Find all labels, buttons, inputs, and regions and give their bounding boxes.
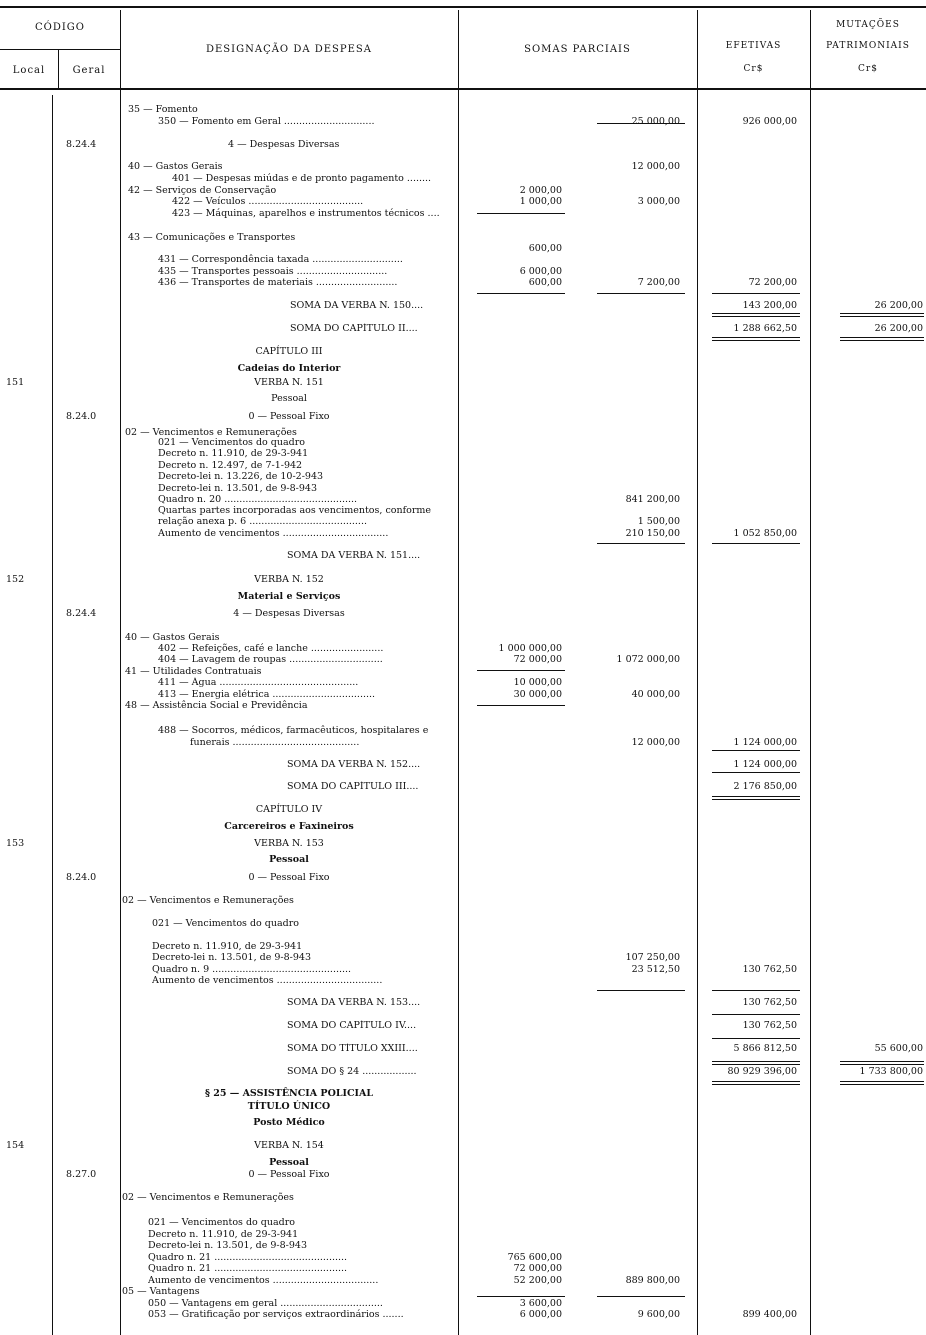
header-mutacoes-2: PATRIMONIAIS (826, 41, 910, 51)
partial-sum-a: 1 000 000,00 (498, 643, 562, 654)
double-underline (840, 1081, 924, 1085)
partial-sum-b: 1 500,00 (637, 516, 680, 527)
partial-sum-b: 107 250,00 (625, 952, 680, 963)
efetivas-value: 5 866 812,50 (733, 1043, 797, 1054)
designation-text: 40 — Gastos Gerais (125, 632, 220, 643)
efetivas-value: 899 400,00 (742, 1309, 797, 1320)
designation-text: VERBA N. 151 (254, 377, 324, 388)
designation-text: CAPÍTULO IV (255, 804, 323, 815)
header-codigo: CÓDIGO (34, 22, 85, 33)
partial-sum-b: 25 000,00 (631, 116, 680, 127)
designation-text: 422 — Veículos ...................................... (172, 196, 364, 207)
underline (597, 123, 685, 124)
header-local: Local (12, 65, 46, 76)
designation-text: Quadro n. 21 ............................................ (148, 1252, 348, 1263)
efetivas-value: 926 000,00 (742, 116, 797, 127)
partial-sum-b: 12 000,00 (631, 161, 680, 172)
top-rule (0, 6, 926, 8)
underline (477, 670, 565, 671)
designation-text: 401 — Despesas miúdas e de pronto pagamento ........ (172, 173, 432, 184)
col-sep-geral (120, 10, 121, 1335)
designation-text: 05 — Vantagens (122, 1286, 200, 1297)
designation-text: § 25 — ASSISTÊNCIA POLICIAL (204, 1088, 374, 1099)
designation-text: Decreto-lei n. 13.501, de 9-8-943 (152, 952, 311, 963)
efetivas-value: 1 124 000,00 (733, 737, 797, 748)
partial-sum-a: 30 000,00 (513, 689, 562, 700)
underline (712, 1038, 800, 1039)
double-underline (712, 1081, 800, 1085)
designation-text: SOMA DA VERBA N. 152.... (287, 759, 421, 770)
designation-text: 43 — Comunicações e Transportes (128, 232, 296, 243)
designation-text: 35 — Fomento (128, 104, 198, 115)
designation-text: 41 — Utilidades Contratuais (125, 666, 262, 677)
local-code: 151 (6, 377, 25, 388)
designation-text: SOMA DA VERBA N. 150.... (290, 300, 424, 311)
designation-text: 4 — Despesas Diversas (233, 608, 345, 619)
underline (477, 705, 565, 706)
double-underline (712, 796, 800, 800)
designation-text: Material e Serviços (237, 591, 341, 602)
partial-sum-a: 72 000,00 (513, 1263, 562, 1274)
partial-sum-b: 889 800,00 (625, 1275, 680, 1286)
designation-text: VERBA N. 154 (254, 1140, 324, 1151)
designation-text: 4 — Despesas Diversas (228, 139, 340, 150)
local-code: 154 (6, 1140, 25, 1151)
double-underline (712, 313, 800, 317)
designation-text: 404 — Lavagem de roupas ............................... (158, 654, 383, 665)
designation-text: Decreto n. 11.910, de 29-3-941 (158, 448, 309, 459)
designation-text: Cadeias do Interior (237, 363, 341, 374)
designation-text: 0 — Pessoal Fixo (248, 872, 330, 883)
partial-sum-b: 3 000,00 (637, 196, 680, 207)
designation-text: 050 — Vantagens em geral .................................. (148, 1298, 383, 1309)
partial-sum-a: 600,00 (528, 243, 562, 254)
designation-text: 0 — Pessoal Fixo (248, 1169, 330, 1180)
partial-sum-a: 6 000,00 (519, 266, 562, 277)
geral-code: 8.24.0 (66, 411, 97, 422)
partial-sum-b: 12 000,00 (631, 737, 680, 748)
underline (712, 543, 800, 544)
underline (477, 293, 565, 294)
designation-text: Decreto-lei n. 13.501, de 9-8-943 (158, 483, 317, 494)
local-code: 153 (6, 838, 25, 849)
mutacoes-value: 26 200,00 (874, 300, 923, 311)
designation-text: 021 — Vencimentos do quadro (158, 437, 305, 448)
designation-text: Pessoal (269, 854, 309, 865)
designation-text: 48 — Assistência Social e Previdência (125, 700, 308, 711)
col-sep-somas (697, 10, 698, 1335)
designation-text: Decreto-lei n. 13.501, de 9-8-943 (148, 1240, 307, 1251)
designation-text: 350 — Fomento em Geral .............................. (158, 116, 375, 127)
designation-text: 431 — Correspondência taxada .............................. (158, 254, 403, 265)
partial-sum-b: 40 000,00 (631, 689, 680, 700)
designation-text: 435 — Transportes pessoais .............................. (158, 266, 388, 277)
header-bottom-rule (0, 88, 926, 90)
designation-text: 02 — Vencimentos e Remunerações (122, 895, 294, 906)
header-mutacoes-1: MUTAÇÕES (836, 20, 900, 30)
efetivas-value: 1 124 000,00 (733, 759, 797, 770)
designation-text: SOMA DA VERBA N. 153.... (287, 997, 421, 1008)
designation-text: Carcereiros e Faxineiros (224, 821, 354, 832)
underline (597, 990, 685, 991)
designation-text: Decreto n. 12.497, de 7-1-942 (158, 460, 303, 471)
efetivas-value: 72 200,00 (748, 277, 797, 288)
designation-text: SOMA DO § 24 .................. (287, 1066, 417, 1077)
partial-sum-a: 2 000,00 (519, 185, 562, 196)
designation-text: Quartas partes incorporadas aos vencimentos, conforme (158, 505, 432, 516)
designation-text: 021 — Vencimentos do quadro (152, 918, 299, 929)
underline (597, 1296, 685, 1297)
designation-text: SOMA DO CAPÍTULO IV.... (287, 1020, 417, 1031)
designation-text: Decreto n. 11.910, de 29-3-941 (148, 1229, 299, 1240)
designation-text: SOMA DA VERBA N. 151.... (287, 550, 421, 561)
geral-code: 8.24.4 (66, 608, 97, 619)
designation-text: funerais .......................................... (190, 737, 360, 748)
partial-sum-b: 210 150,00 (625, 528, 680, 539)
local-code: 152 (6, 574, 25, 585)
double-underline (840, 1061, 924, 1065)
partial-sum-b: 841 200,00 (625, 494, 680, 505)
partial-sum-a: 10 000,00 (513, 677, 562, 688)
geral-code: 8.27.0 (66, 1169, 97, 1180)
mutacoes-value: 26 200,00 (874, 323, 923, 334)
designation-text: Quadro n. 21 ............................................ (148, 1263, 348, 1274)
designation-text: Quadro n. 9 .............................................. (152, 964, 352, 975)
designation-text: 42 — Serviços de Conservação (128, 185, 277, 196)
designation-text: 02 — Vencimentos e Remunerações (125, 427, 297, 438)
designation-text: Decreto n. 11.910, de 29-3-941 (152, 941, 303, 952)
partial-sum-a: 3 600,00 (519, 1298, 562, 1309)
header-mutacoes-unit: Cr$ (858, 64, 878, 74)
designation-text: Pessoal (269, 1157, 309, 1168)
partial-sum-a: 52 200,00 (513, 1275, 562, 1286)
efetivas-value: 2 176 850,00 (733, 781, 797, 792)
underline (477, 213, 565, 214)
partial-sum-a: 765 600,00 (507, 1252, 562, 1263)
underline (712, 293, 800, 294)
designation-text: Aumento de vencimentos ................................... (148, 1275, 379, 1286)
col-sep-designacao (458, 10, 459, 1335)
designation-text: CAPÍTULO III (255, 346, 323, 357)
partial-sum-a: 72 000,00 (513, 654, 562, 665)
efetivas-value: 130 762,50 (742, 964, 797, 975)
underline (712, 750, 800, 751)
designation-text: 021 — Vencimentos do quadro (148, 1217, 295, 1228)
double-underline (840, 313, 924, 317)
designation-text: 436 — Transportes de materiais ........................... (158, 277, 398, 288)
partial-sum-a: 600,00 (528, 277, 562, 288)
underline (477, 1296, 565, 1297)
designation-text: 053 — Gratificação por serviços extraordinários ....... (148, 1309, 404, 1320)
designation-text: Decreto-lei n. 13.226, de 10-2-943 (158, 471, 324, 482)
designation-text: 0 — Pessoal Fixo (248, 411, 330, 422)
mutacoes-value: 1 733 800,00 (859, 1066, 923, 1077)
header-somas: SOMAS PARCIAIS (524, 44, 631, 55)
partial-sum-b: 23 512,50 (631, 964, 680, 975)
partial-sum-a: 6 000,00 (519, 1309, 562, 1320)
col-sep-local-body (52, 95, 53, 1335)
designation-text: SOMA DO CAPÍTULO II.... (290, 323, 418, 334)
header-designacao: DESIGNAÇÃO DA DESPESA (205, 44, 372, 55)
mutacoes-value: 55 600,00 (874, 1043, 923, 1054)
header-geral: Geral (72, 65, 106, 76)
designation-text: 40 — Gastos Gerais (128, 161, 223, 172)
underline (597, 543, 685, 544)
col-sep-efetivas (810, 10, 811, 1335)
header-efetivas-unit: Cr$ (743, 64, 764, 74)
header-efetivas: EFETIVAS (725, 41, 782, 51)
efetivas-value: 80 929 396,00 (727, 1066, 797, 1077)
designation-text: 02 — Vencimentos e Remunerações (122, 1192, 294, 1203)
underline (597, 293, 685, 294)
partial-sum-a: 1 000,00 (519, 196, 562, 207)
designation-text: 402 — Refeições, café e lanche ........................ (158, 643, 384, 654)
designation-text: VERBA N. 153 (254, 838, 324, 849)
designation-text: SOMA DO CAPÍTULO III.... (287, 781, 419, 792)
designation-text: Aumento de vencimentos ................................... (158, 528, 389, 539)
underline (712, 1014, 800, 1015)
underline (712, 772, 800, 773)
designation-text: 488 — Socorros, médicos, farmacêuticos, hospitalares e (158, 725, 429, 736)
codigo-rule (0, 49, 120, 50)
efetivas-value: 130 762,50 (742, 1020, 797, 1031)
partial-sum-b: 1 072 000,00 (616, 654, 680, 665)
designation-text: Pessoal (271, 393, 307, 404)
underline (712, 990, 800, 991)
designation-text: 413 — Energia elétrica .................................. (158, 689, 376, 700)
designation-text: SOMA DO TÍTULO XXIII.... (287, 1043, 418, 1054)
designation-text: 411 — Água .............................................. (158, 677, 359, 688)
partial-sum-b: 9 600,00 (637, 1309, 680, 1320)
designation-text: Quadro n. 20 ............................................ (158, 494, 358, 505)
designation-text: Aumento de vencimentos ................................... (152, 975, 383, 986)
double-underline (840, 337, 924, 341)
designation-text: 423 — Máquinas, aparelhos e instrumentos técnicos .... (172, 208, 440, 219)
designation-text: TÍTULO ÚNICO (247, 1101, 331, 1112)
double-underline (712, 1061, 800, 1065)
designation-text: relação anexa p. 6 ....................................... (158, 516, 367, 527)
geral-code: 8.24.0 (66, 872, 97, 883)
double-underline (712, 337, 800, 341)
designation-text: Posto Médico (253, 1117, 325, 1128)
geral-code: 8.24.4 (66, 139, 97, 150)
efetivas-value: 130 762,50 (742, 997, 797, 1008)
designation-text: VERBA N. 152 (254, 574, 324, 585)
efetivas-value: 143 200,00 (742, 300, 797, 311)
efetivas-value: 1 052 850,00 (733, 528, 797, 539)
efetivas-value: 1 288 662,50 (733, 323, 797, 334)
partial-sum-b: 7 200,00 (637, 277, 680, 288)
